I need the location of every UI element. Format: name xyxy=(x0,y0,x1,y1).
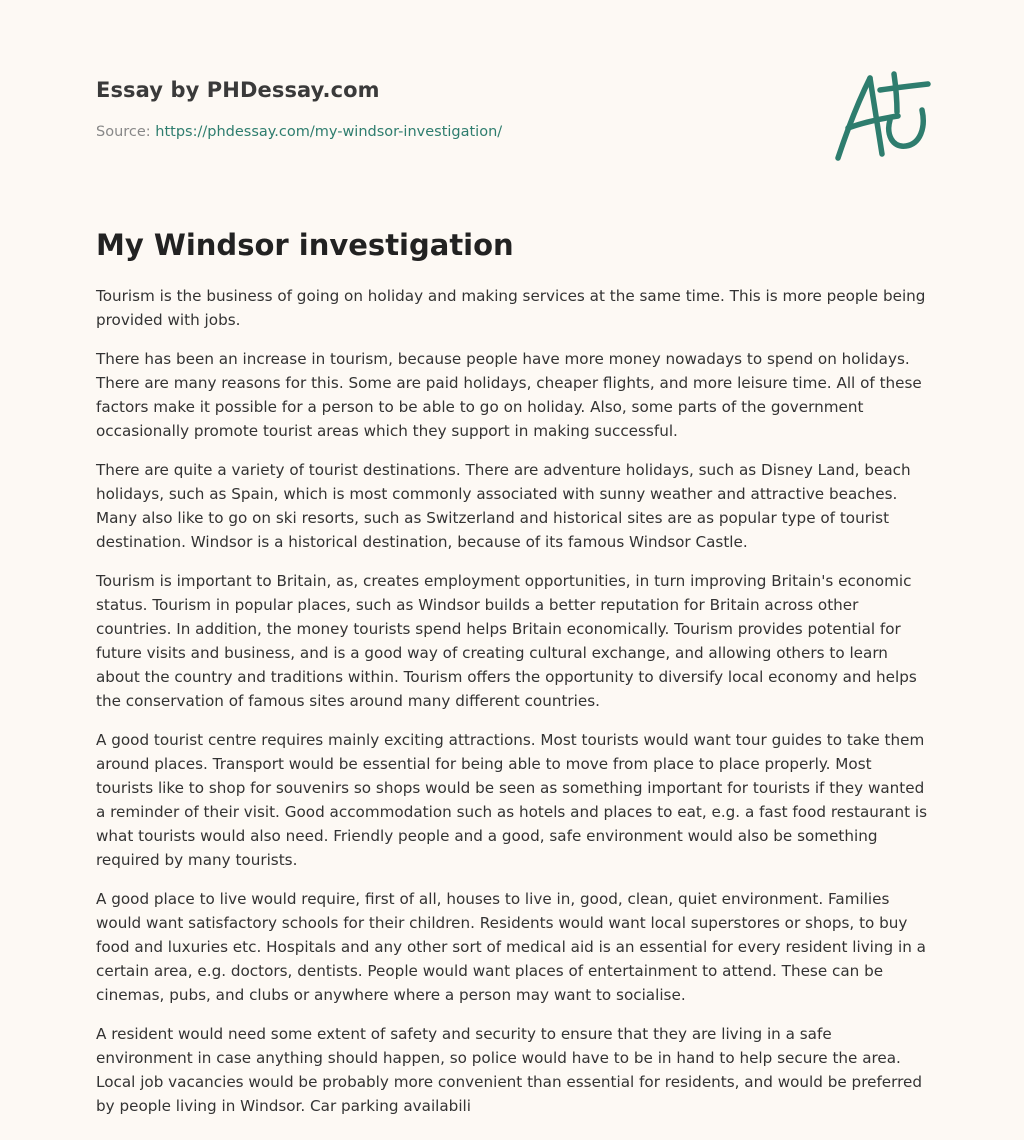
essay-paragraph: A resident would need some extent of safety and security to ensure that they are living in a safe environment in case anything should happen, so police would have to be in hand to help secure the area. Local job vacancies would be probably more convenient than essential for residents, and would be preferred by people living in Windsor. Car parking availabili xyxy=(96,1025,923,1115)
source-label: Source: xyxy=(96,124,151,140)
essay-paragraph: A good place to live would require, first of all, houses to live in, good, clean, quiet environment. Families would want satisfactory schools for their children. Residents would want local superstores or shops, to buy food and luxuries etc. Hospitals and any other sort of medical aid is an essential for every resident living in a certain area, e.g. doctors, dentists. People would want places of entertainment to attend. These can be cinemas, pubs, and clubs or anywhere where a person may want to socialise. xyxy=(96,890,926,1004)
essay-paragraph: There has been an increase in tourism, because people have more money nowadays to spend on holidays. There are many reasons for this. Some are paid holidays, cheaper flights, and more leisure time. All of these factors make it possible for a person to be able to go on holiday. Also, some parts of the government occasionally promote tourist areas which they support in making successful. xyxy=(96,350,922,440)
site-brand: Essay by PHDessay.com xyxy=(96,78,380,102)
essay-paragraph: Tourism is important to Britain, as, creates employment opportunities, in turn improving Britain's economic status. Tourism in popular places, such as Windsor builds a better reputation for Britain across other countries. In addition, the money tourists spend helps Britain economically. Tourism provides potential for future visits and business, and is a good way of creating cultural exchange, and allowing others to learn about the country and traditions within. Tourism offers the opportunity to diversify local economy and helps the conservation of famous sites around many different countries. xyxy=(96,572,917,710)
source-link[interactable]: https://phdessay.com/my-windsor-investigation/ xyxy=(155,124,503,140)
a-plus-logo-icon xyxy=(832,68,932,164)
essay-paragraph: There are quite a variety of tourist destinations. There are adventure holidays, such as Disney Land, beach holidays, such as Spain, which is most commonly associated with sunny weather and attractive beaches. Many also like to go on ski resorts, such as Switzerland and historical sites are as popular type of tourist destination. Windsor is a historical destination, because of its famous Windsor Castle. xyxy=(96,461,911,551)
essay-paragraph: Tourism is the business of going on holiday and making services at the same time. This is more people being provided with jobs. xyxy=(96,287,926,329)
essay-body xyxy=(96,284,928,1118)
essay-paragraph: A good tourist centre requires mainly exciting attractions. Most tourists would want tour guides to take them around places. Transport would be essential for being able to move from place to place properly. Most tourists like to shop for souvenirs so shops would be seen as something important for tourists if they wanted a reminder of their visit. Good accommodation such as hotels and places to eat, e.g. a fast food restaurant is what tourists would also need. Friendly people and a good, safe environment would also be something required by many tourists. xyxy=(96,731,927,869)
page-header xyxy=(96,0,928,190)
essay-title: My Windsor investigation xyxy=(96,228,514,262)
source-line xyxy=(96,124,502,140)
